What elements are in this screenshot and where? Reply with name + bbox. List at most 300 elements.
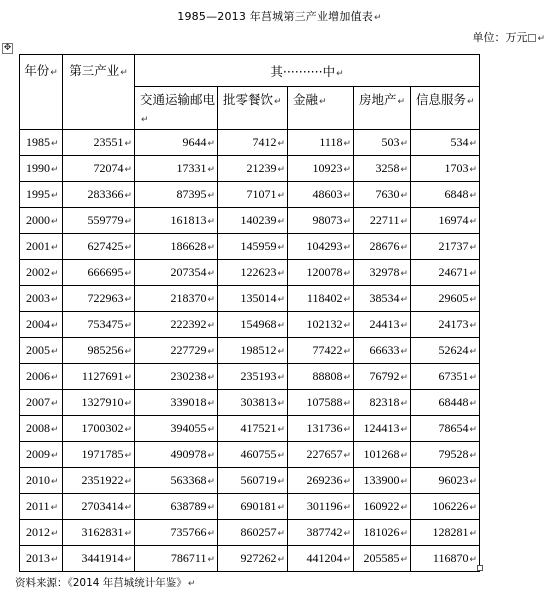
cell-value [411,156,480,182]
cell-text: 2007 [26,395,50,409]
cell-value [63,208,135,234]
cell-value [63,364,135,390]
paragraph-mark-icon: ↵ [207,476,215,486]
cell-value [135,338,218,364]
paragraph-mark-icon: ↵ [400,372,408,382]
header-year [20,55,63,130]
paragraph-mark-icon: ↵ [207,450,215,460]
paragraph-mark-icon: ↵ [207,372,215,382]
cell-text: 154968 [240,317,277,331]
paragraph-mark-icon: ↵ [277,372,285,382]
cell-text: 104293 [306,239,343,253]
cell-value [135,156,218,182]
cell-value [411,338,480,364]
paragraph-mark-icon: ↵ [400,424,408,434]
paragraph-mark-icon: ↵ [277,346,285,356]
cell-year [20,416,63,442]
header-transport [135,87,218,130]
cell-text: 133900 [363,473,400,487]
cell-value [354,156,411,182]
cell-text: 7630 [375,187,400,201]
table-row [20,520,480,546]
paragraph-mark-icon: ↵ [51,138,59,148]
paragraph-mark-icon: ↵ [207,216,215,226]
cell-text: 1995 [26,187,50,201]
header-group [135,55,480,87]
cell-year [20,364,63,390]
paragraph-mark-icon: ↵ [400,476,408,486]
cell-text: 102132 [306,317,343,331]
cell-text: 32978 [369,265,400,279]
cell-text: 106226 [432,499,469,513]
paragraph-mark-icon: ↵ [343,424,351,434]
cell-value [135,234,218,260]
cell-value [411,234,480,260]
cell-text: 22711 [369,213,400,227]
cell-value [411,390,480,416]
cell-text: 72074 [93,161,124,175]
cell-value [63,416,135,442]
cell-text: 387742 [306,525,343,539]
cell-text: 2001 [26,239,50,253]
unit-box-icon [528,34,536,42]
cell-value [63,468,135,494]
cell-value [135,130,218,156]
cell-text: 87395 [176,187,207,201]
cell-value [411,442,480,468]
paragraph-mark-icon: ↵ [400,164,408,174]
paragraph-mark-icon: ↵ [51,476,59,486]
cell-text: 2012 [26,525,50,539]
cell-text: 1327910 [81,395,124,409]
cell-value [354,520,411,546]
cell-text: 1703 [444,161,469,175]
paragraph-mark-icon: ↵ [400,502,408,512]
cell-text: 77422 [312,343,343,357]
cell-value [288,442,354,468]
cell-value [411,312,480,338]
paragraph-mark-icon: ↵ [124,476,132,486]
cell-value [288,390,354,416]
cell-text: 985256 [87,343,124,357]
paragraph-mark-icon: ↵ [124,424,132,434]
paragraph-mark-icon: ↵ [124,242,132,252]
cell-text: 301196 [306,499,343,513]
cell-value [354,286,411,312]
cell-value [63,260,135,286]
cell-text: 186628 [170,239,207,253]
cell-value [354,364,411,390]
paragraph-mark-icon: ↵ [277,216,285,226]
header-sub-text: 房地产 [359,92,397,107]
table-row [20,546,480,572]
paragraph-mark-icon: ↵ [207,528,215,538]
paragraph-mark-icon: ↵ [469,554,477,564]
cell-text: 66633 [369,343,400,357]
cell-value [288,416,354,442]
cell-value [63,182,135,208]
cell-year [20,130,63,156]
paragraph-mark-icon: ↵ [51,424,59,434]
statistics-table [19,54,480,572]
cell-value [354,312,411,338]
paragraph-mark-icon: ↵ [124,138,132,148]
cell-text: 227657 [306,447,343,461]
cell-value [288,234,354,260]
cell-text: 9644 [182,135,207,149]
paragraph-mark-icon: ↵ [397,97,406,107]
cell-text: 1990 [26,161,50,175]
cell-value [411,182,480,208]
cell-value [411,364,480,390]
cell-value [354,338,411,364]
cell-text: 116870 [432,551,469,565]
cell-value [218,468,288,494]
cell-value [218,182,288,208]
paragraph-mark-icon: ↵ [343,190,351,200]
cell-text: 2000 [26,213,50,227]
cell-value [218,312,288,338]
cell-value [288,338,354,364]
cell-value [218,208,288,234]
cell-value [288,546,354,572]
cell-year [20,208,63,234]
paragraph-mark-icon: ↵ [207,190,215,200]
cell-text: 1700302 [81,421,124,435]
cell-value [354,494,411,520]
table-row [20,156,480,182]
paragraph-mark-icon: ↵ [124,216,132,226]
paragraph-mark-icon: ↵ [51,372,59,382]
cell-year [20,234,63,260]
paragraph-mark-icon: ↵ [124,528,132,538]
cell-value [218,156,288,182]
cell-text: 124413 [363,421,400,435]
cell-text: 235193 [240,369,277,383]
cell-text: 16974 [438,213,469,227]
paragraph-mark-icon: ↵ [120,68,128,78]
cell-text: 666695 [87,265,124,279]
cell-text: 230238 [170,369,207,383]
cell-value [354,182,411,208]
table-move-handle-icon[interactable]: ✥ [3,43,12,53]
table-body [20,130,480,572]
cell-year [20,260,63,286]
paragraph-mark-icon: ↵ [469,320,477,330]
paragraph-mark-icon: ↵ [343,346,351,356]
cell-value [218,338,288,364]
cell-text: 29605 [438,291,469,305]
cell-value [218,520,288,546]
cell-value [63,156,135,182]
cell-value [354,416,411,442]
cell-value [63,286,135,312]
paragraph-mark-icon: ↵ [124,554,132,564]
cell-text: 21737 [438,239,469,253]
cell-value [63,494,135,520]
paragraph-mark-icon: ↵ [51,554,59,564]
cell-text: 24413 [369,317,400,331]
paragraph-mark-icon: ↵ [207,424,215,434]
cell-text: 2003 [26,291,50,305]
paragraph-mark-icon: ↵ [207,554,215,564]
cell-value [411,416,480,442]
paragraph-mark-icon: ↵ [277,476,285,486]
paragraph-mark-icon: ↵ [400,190,408,200]
cell-year [20,468,63,494]
cell-value [135,182,218,208]
paragraph-mark-icon: ↵ [207,294,215,304]
paragraph-mark-icon: ↵ [343,164,351,174]
cell-value [218,390,288,416]
cell-value [135,416,218,442]
paragraph-mark-icon: ↵ [207,138,215,148]
paragraph-mark-icon: ↵ [469,476,477,486]
paragraph-mark-icon: ↵ [207,502,215,512]
cell-text: 638789 [170,499,207,513]
cell-value [354,468,411,494]
cell-text: 2006 [26,369,50,383]
cell-text: 2005 [26,343,50,357]
cell-value [411,468,480,494]
table-row [20,364,480,390]
table-row [20,390,480,416]
cell-text: 38534 [369,291,400,305]
cell-value [135,260,218,286]
cell-text: 140239 [240,213,277,227]
cell-text: 24671 [438,265,469,279]
paragraph-mark-icon: ↵ [50,502,59,512]
cell-text: 48603 [312,187,343,201]
cell-value [218,364,288,390]
cell-text: 96023 [438,473,469,487]
cell-text: 735766 [170,525,207,539]
cell-text: 21239 [246,161,277,175]
cell-text: 3258 [375,161,400,175]
cell-value [63,442,135,468]
cell-text: 927262 [240,551,277,565]
paragraph-mark-icon: ↵ [343,398,351,408]
paragraph-mark-icon: ↵ [467,97,475,107]
header-tertiary [63,55,135,130]
cell-value [63,234,135,260]
paragraph-mark-icon: ↵ [124,190,132,200]
paragraph-mark-icon: ↵ [277,268,285,278]
paragraph-mark-icon: ↵ [51,164,59,174]
paragraph-mark-icon: ↵ [469,346,477,356]
header-sub-text: 交通运输邮电 [140,92,216,107]
cell-text: 67351 [438,369,469,383]
paragraph-mark-icon: ↵ [469,528,477,538]
cell-text: 128281 [432,525,469,539]
paragraph-mark-icon: ↵ [469,242,477,252]
cell-text: 28676 [369,239,400,253]
cell-text: 7412 [252,135,277,149]
cell-year [20,520,63,546]
paragraph-mark-icon: ↵ [400,450,408,460]
cell-text: 71071 [246,187,277,201]
paragraph-mark-icon: ↵ [277,242,285,252]
cell-text: 417521 [240,421,277,435]
cell-text: 118402 [306,291,343,305]
source-text: 资料来源：《2014 年莒城统计年鉴》 [15,577,187,589]
paragraph-mark-icon: ↵ [400,346,408,356]
cell-text: 161813 [170,213,207,227]
paragraph-mark-icon: ↵ [277,502,285,512]
cell-text: 207354 [170,265,207,279]
paragraph-mark-icon: ↵ [51,528,59,538]
cell-text: 303813 [240,395,277,409]
table-resize-handle-icon[interactable] [477,565,483,571]
paragraph-mark-icon: ↵ [277,190,285,200]
paragraph-mark-icon: ↵ [277,294,285,304]
paragraph-mark-icon: ↵ [343,372,351,382]
title-text: 1985—2013 年莒城第三产业增加值表 [177,10,373,23]
cell-text: 2008 [26,421,50,435]
source-note [15,575,195,590]
cell-value [288,494,354,520]
paragraph-mark-icon: ↵ [469,372,477,382]
paragraph-mark-icon: ↵ [469,450,477,460]
paragraph-mark-icon: ↵ [469,138,477,148]
paragraph-mark-icon: ↵ [343,476,351,486]
cell-text: 2351922 [81,473,124,487]
cell-text: 107588 [306,395,343,409]
cell-text: 3441914 [81,551,124,565]
paragraph-mark-icon: ↵ [343,320,351,330]
header-sub-text: 金融 [293,92,319,107]
cell-value [354,546,411,572]
cell-text: 269236 [306,473,343,487]
paragraph-mark-icon: ↵ [207,320,215,330]
cell-text: 1118 [319,135,343,149]
paragraph-mark-icon: ↵ [207,164,215,174]
paragraph-mark-icon: ↵ [277,398,285,408]
paragraph-mark-icon: ↵ [400,242,408,252]
paragraph-mark-icon: ↵ [51,216,59,226]
paragraph-mark-icon: ↵ [400,138,408,148]
cell-text: 503 [381,135,400,149]
paragraph-mark-icon: ↵ [343,138,351,148]
cell-value [218,130,288,156]
table-title [0,8,559,24]
cell-value [288,260,354,286]
cell-text: 786711 [170,551,207,565]
header-group-text: 其··········中 [270,63,336,79]
paragraph-mark-icon: ↵ [400,268,408,278]
cell-text: 160922 [363,499,400,513]
paragraph-mark-icon: ↵ [51,346,59,356]
paragraph-mark-icon: ↵ [274,97,282,107]
cell-value [218,416,288,442]
table-row [20,208,480,234]
paragraph-mark-icon: ↵ [277,554,285,564]
cell-text: 78654 [438,421,469,435]
paragraph-mark-icon: ↵ [277,320,285,330]
cell-text: 135014 [240,291,277,305]
paragraph-mark-icon: ↵ [343,450,351,460]
cell-text: 10923 [312,161,343,175]
cell-value [411,130,480,156]
cell-value [135,364,218,390]
cell-text: 2010 [26,473,50,487]
header-realestate [354,87,411,130]
cell-text: 24173 [438,317,469,331]
paragraph-mark-icon: ↵ [400,528,408,538]
header-info [411,87,480,130]
cell-text: 98073 [312,213,343,227]
header-finance [288,87,354,130]
paragraph-mark-icon: ↵ [319,97,327,107]
paragraph-mark-icon: ↵ [469,190,477,200]
cell-text: 490978 [170,447,207,461]
cell-text: 1971785 [81,447,124,461]
cell-text: 627425 [87,239,124,253]
cell-text: 198512 [240,343,277,357]
paragraph-mark-icon: ↵ [50,68,58,78]
cell-value [63,338,135,364]
cell-value [354,442,411,468]
cell-value [288,208,354,234]
paragraph-mark-icon: ↵ [207,346,215,356]
cell-text: 1985 [26,135,50,149]
cell-value [411,494,480,520]
cell-value [63,546,135,572]
cell-text: 339018 [170,395,207,409]
cell-value [135,494,218,520]
cell-text: 2013 [26,551,50,565]
cell-value [135,390,218,416]
paragraph-mark-icon: ↵ [51,190,59,200]
cell-value [411,520,480,546]
paragraph-mark-icon: ↵ [469,216,477,226]
cell-text: 145959 [240,239,277,253]
cell-text: 563368 [170,473,207,487]
cell-text: 76792 [369,369,400,383]
cell-text: 2011 [26,499,50,513]
cell-year [20,182,63,208]
cell-text: 6848 [444,187,469,201]
cell-text: 122623 [240,265,277,279]
cell-text: 560719 [240,473,277,487]
cell-value [218,234,288,260]
cell-text: 3162831 [81,525,124,539]
cell-value [288,286,354,312]
cell-value [411,286,480,312]
cell-value [288,468,354,494]
cell-value [218,546,288,572]
paragraph-mark-icon: ↵ [343,294,351,304]
paragraph-mark-icon: ↵ [400,320,408,330]
cell-value [411,546,480,572]
paragraph-mark-icon: ↵ [124,294,132,304]
cell-text: 394055 [170,421,207,435]
table-row [20,416,480,442]
paragraph-mark-icon: ↵ [400,398,408,408]
paragraph-mark-icon: ↵ [124,372,132,382]
paragraph-mark-icon: ↵ [51,294,59,304]
paragraph-mark-icon: ↵ [51,268,59,278]
paragraph-mark-icon: ↵ [277,138,285,148]
paragraph-mark-icon: ↵ [124,450,132,460]
paragraph-mark-icon: ↵ [343,216,351,226]
unit-label [472,29,545,45]
paragraph-mark-icon: ↵ [124,164,132,174]
paragraph-mark-icon: ↵ [277,450,285,460]
cell-value [411,208,480,234]
cell-year [20,156,63,182]
paragraph-mark-icon: ↵ [207,242,215,252]
